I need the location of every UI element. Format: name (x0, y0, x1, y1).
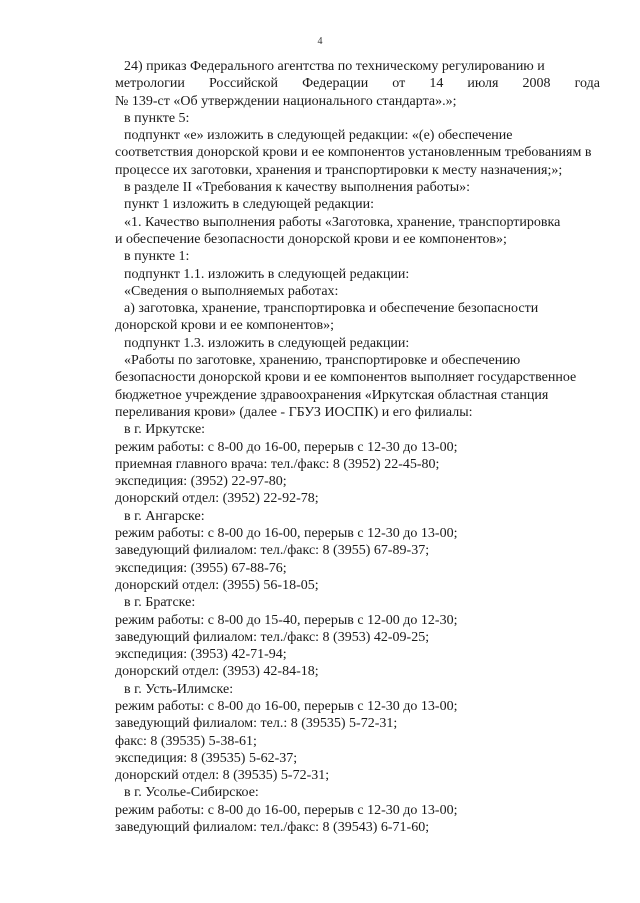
subitem-e-line-1: подпункт «е» изложить в следующей редакции: «(е) обеспечение (124, 128, 513, 144)
subitem-a-line-2: донорской крови и ее компонентов»; (115, 318, 335, 334)
word: от (392, 76, 406, 92)
city-usolye-line: режим работы: с 8-00 до 16-00, перерыв с 12-30 до 13-00; (115, 802, 458, 818)
city-bratsk-line: режим работы: с 8-00 до 15-40, перерыв с 12-00 до 12-30; (115, 612, 458, 628)
item-1-intro: пункт 1 изложить в следующей редакции: (124, 197, 374, 213)
item-1-heading: в пункте 1: (124, 249, 190, 265)
quality-line-2: и обеспечение безопасности донорской крови и ее компонентов»; (115, 231, 507, 247)
works-line-3: бюджетное учреждение здравоохранения «Иркутская областная станция (115, 387, 549, 403)
city-angarsk-line: заведующий филиалом: тел./факс: 8 (3955) 67-89-37; (115, 543, 430, 559)
word: 14 (429, 76, 444, 92)
document-body (115, 58, 600, 836)
city-ust-ilimsk-line: режим работы: с 8-00 до 16-00, перерыв с 12-30 до 13-00; (115, 698, 458, 714)
works-info-heading: «Сведения о выполняемых работах: (124, 283, 339, 299)
city-irkutsk-line: экспедиция: (3952) 22-97-80; (115, 474, 287, 490)
subitem-e-line-3: процессе их заготовки, хранения и транспортировки к месту назначения;»; (115, 162, 563, 178)
city-angarsk-line: экспедиция: (3955) 67-88-76; (115, 560, 287, 576)
word: метрологии (115, 76, 185, 92)
subitem-1-1-heading: подпункт 1.1. изложить в следующей редакции: (124, 266, 410, 282)
city-usolye-line: заведующий филиалом: тел./факс: 8 (39543) 6-71-60; (115, 820, 430, 836)
paragraph-24-line-2 (115, 75, 600, 92)
word: года (574, 76, 600, 92)
city-angarsk-line: режим работы: с 8-00 до 16-00, перерыв с 12-30 до 13-00; (115, 526, 458, 542)
works-line-2: безопасности донорской крови и ее компонентов выполняет государственное (115, 370, 577, 386)
city-ust-ilimsk-heading: в г. Усть-Илимске: (124, 681, 234, 697)
city-ust-ilimsk-line: факс: 8 (39535) 5-38-61; (115, 733, 257, 749)
item-5-heading: в пункте 5: (124, 110, 190, 126)
subitem-1-3-heading: подпункт 1.3. изложить в следующей редакции: (124, 335, 410, 351)
city-ust-ilimsk-line: заведующий филиалом: тел.: 8 (39535) 5-72-31; (115, 716, 398, 732)
city-ust-ilimsk-line: экспедиция: 8 (39535) 5-62-37; (115, 750, 298, 766)
word: Федерации (302, 76, 369, 92)
city-bratsk-line: экспедиция: (3953) 42-71-94; (115, 647, 287, 663)
paragraph-24-line-3: № 139-ст «Об утверждении национального стандарта».»; (115, 93, 457, 109)
page-number: 4 (317, 36, 323, 47)
word: Российской (208, 76, 278, 92)
city-bratsk-line: заведующий филиалом: тел./факс: 8 (3953) 42-09-25; (115, 629, 430, 645)
works-line-4: переливания крови» (далее - ГБУЗ ИОСПК) и его филиалы: (115, 404, 473, 420)
city-bratsk-heading: в г. Братске: (124, 595, 196, 611)
works-line-1: «Работы по заготовке, хранению, транспортировке и обеспечению (124, 353, 521, 369)
quality-line-1: «1. Качество выполнения работы «Заготовка, хранение, транспортировка (124, 214, 561, 230)
city-irkutsk-heading: в г. Иркутске: (124, 422, 206, 438)
subitem-a-line-1: а) заготовка, хранение, транспортировка и обеспечение безопасности (124, 301, 539, 317)
city-irkutsk-line: донорский отдел: (3952) 22-92-78; (115, 491, 319, 507)
city-usolye-heading: в г. Усолье-Сибирское: (124, 785, 259, 801)
city-ust-ilimsk-line: донорский отдел: 8 (39535) 5-72-31; (115, 768, 330, 784)
city-irkutsk-line: режим работы: с 8-00 до 16-00, перерыв с 12-30 до 13-00; (115, 439, 458, 455)
city-bratsk-line: донорский отдел: (3953) 42-84-18; (115, 664, 319, 680)
city-angarsk-heading: в г. Ангарске: (124, 508, 205, 524)
section-2-heading: в разделе II «Требования к качеству выполнения работы»: (124, 180, 471, 196)
city-angarsk-line: донорский отдел: (3955) 56-18-05; (115, 577, 319, 593)
city-irkutsk-line: приемная главного врача: тел./факс: 8 (3952) 22-45-80; (115, 456, 440, 472)
paragraph-24-line-1: 24) приказ Федерального агентства по техническому регулированию и (124, 59, 545, 74)
word: 2008 (522, 76, 551, 92)
word: июля (467, 76, 499, 92)
subitem-e-line-2: соответствия донорской крови и ее компонентов установленным требованиям в (115, 145, 592, 161)
